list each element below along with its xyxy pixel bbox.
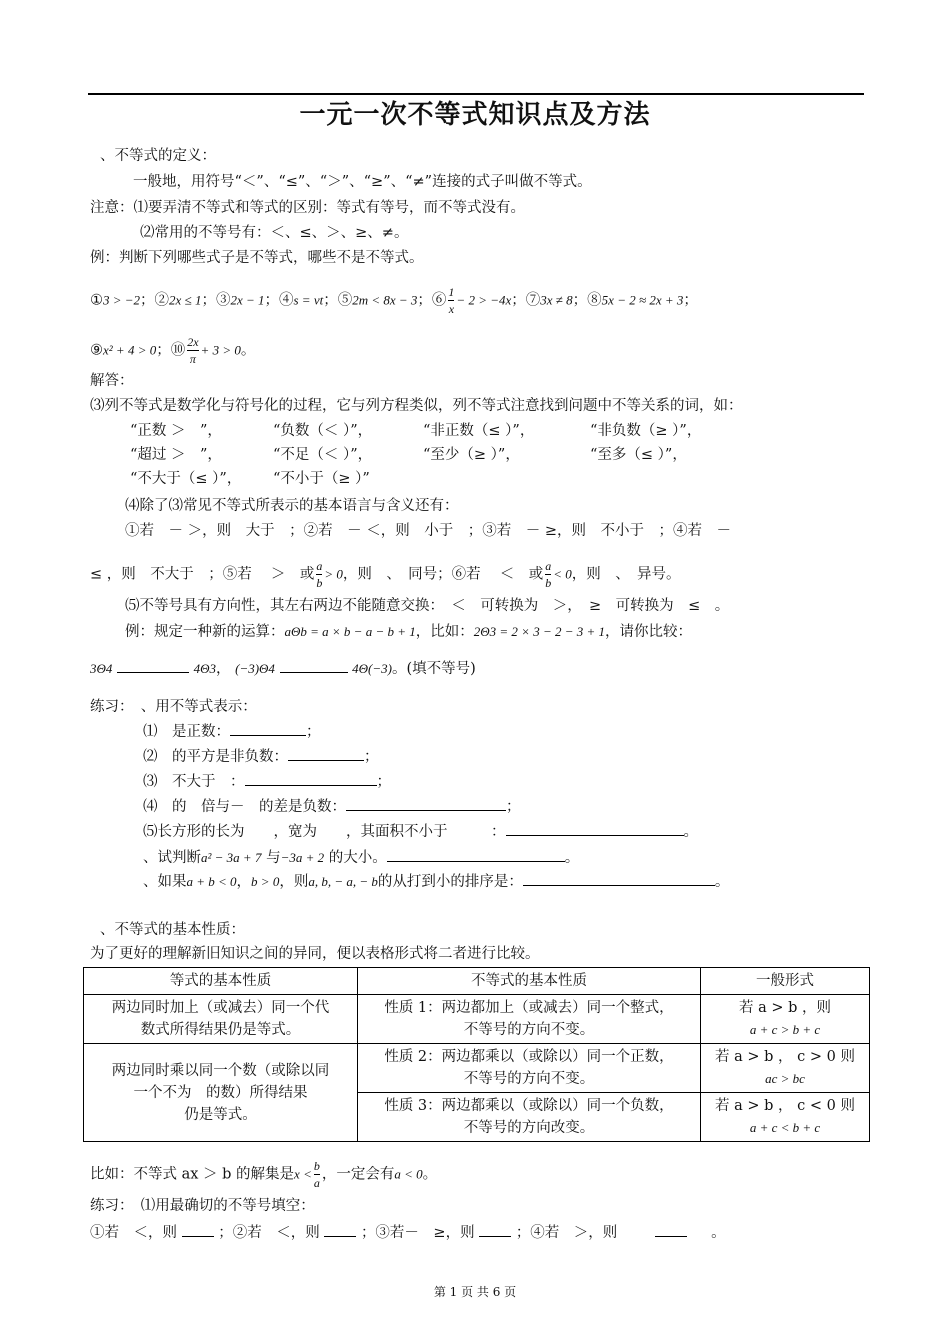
item-end: ； bbox=[683, 292, 698, 309]
text: ，则 bbox=[279, 874, 309, 890]
fill-blank[interactable] bbox=[387, 847, 565, 862]
example-1-prompt: 例：判断下列哪些式子是不等式，哪些不是不等式。 bbox=[90, 250, 424, 266]
denominator: a bbox=[313, 1176, 320, 1190]
item-end: 。 bbox=[240, 342, 256, 359]
table-row bbox=[84, 1044, 870, 1093]
practice-item: ⑵ 的平方是非负数： ； bbox=[143, 746, 379, 767]
cell-formula: a + c > b + c bbox=[749, 1022, 821, 1037]
fill-blank[interactable] bbox=[230, 721, 306, 736]
numerator: 1 bbox=[448, 285, 455, 299]
point-4: ⑷除了⑶常见不等式所表示的基本语言与含义还有： bbox=[125, 498, 459, 514]
formula: a < 0 bbox=[394, 1166, 423, 1182]
formula: 2x ≤ 1 bbox=[169, 292, 202, 308]
table-header-row bbox=[84, 968, 870, 995]
fill-blank[interactable] bbox=[506, 821, 684, 836]
numerator: a bbox=[316, 559, 323, 573]
keyword: “不小于（≥ ）” bbox=[273, 471, 370, 487]
item-label: ⑨ bbox=[90, 342, 103, 359]
practice-4-line bbox=[90, 1222, 726, 1243]
practice-item: ⑶ 不大于 ： ； bbox=[143, 771, 391, 792]
formula: b > 0 bbox=[251, 874, 280, 889]
compare-line: 3Θ4 4Θ3， (−3)Θ4 4Θ(−3)。(填不等号) bbox=[90, 658, 476, 679]
text: ，则 、 异号。 bbox=[571, 566, 681, 583]
denominator: π bbox=[189, 352, 196, 366]
formula: a, b, − a, − b bbox=[308, 874, 378, 889]
item-label: ；④ bbox=[264, 292, 294, 309]
fill-blank[interactable] bbox=[245, 771, 377, 786]
formula: + 3 > 0 bbox=[200, 342, 241, 358]
fraction bbox=[316, 558, 322, 591]
practice-3: 、如果a + b < 0，b > 0，则a, b, − a, − b的从打到小的排序是： 。 bbox=[143, 871, 729, 892]
cell-line: 两边同时乘以同一个数（或除以同 bbox=[111, 1062, 330, 1079]
text: ；③若－ ≥，则 bbox=[360, 1225, 475, 1241]
cell-line: 若 a > b ， c < 0 则 bbox=[715, 1098, 855, 1114]
cell-line: 两边同时加上（或减去）同一个代 bbox=[111, 1000, 330, 1016]
table-cell bbox=[701, 1044, 870, 1093]
text: 与 bbox=[266, 850, 281, 866]
page-footer: 第 1 页 共 6 页 bbox=[433, 1285, 517, 1299]
text: 、试判断 bbox=[143, 850, 201, 866]
text: ⑷ 的 倍与－ 的差是负数： bbox=[143, 799, 346, 815]
properties-table bbox=[83, 967, 870, 1142]
denominator: b bbox=[545, 576, 552, 590]
numerator: b bbox=[313, 1159, 320, 1173]
item-label: ；③ bbox=[201, 292, 231, 309]
formula: < 0 bbox=[553, 566, 572, 582]
fill-blank[interactable] bbox=[280, 658, 348, 673]
formula: x² + 4 > 0 bbox=[103, 342, 157, 358]
cell-formula: a + c < b + c bbox=[749, 1120, 821, 1135]
keyword: “至少（≥ ）”， bbox=[423, 447, 520, 463]
keyword: “非负数（≥ ）”， bbox=[590, 423, 702, 439]
hint: 。(填不等号) bbox=[391, 661, 476, 677]
practice-item: ⑸长方形的长为 ，宽为 ，其面积不小于 ： 。 bbox=[143, 821, 698, 842]
text: ≤ ，则 不大于 ；⑤若 ＞ 或 bbox=[90, 566, 315, 583]
solution-set-example bbox=[90, 1158, 437, 1191]
example-items-line-2 bbox=[90, 334, 255, 367]
text: ；②若 ＜，则 bbox=[218, 1225, 320, 1241]
fill-blank[interactable] bbox=[117, 658, 189, 673]
keyword: “非正数（≤ ）”， bbox=[423, 423, 535, 439]
text: ⑸长方形的长为 ，宽为 ，其面积不小于 ： bbox=[143, 824, 506, 840]
text: ①若 ＜，则 bbox=[90, 1225, 177, 1241]
cell-line: 若 a > b ， c > 0 则 bbox=[715, 1049, 855, 1065]
point-4-line-1: ①若 － ＞，则 大于 ；②若 － ＜，则 小于 ；③若 － ≥，则 不小于 ；④若 － bbox=[125, 523, 731, 539]
item-label: ；⑥ bbox=[417, 292, 447, 309]
table-cell bbox=[358, 1093, 701, 1142]
item-label: ；② bbox=[140, 292, 170, 309]
formula: 4Θ(−3) bbox=[352, 661, 392, 676]
text: ， bbox=[236, 874, 252, 890]
item-label: ；⑤ bbox=[323, 292, 353, 309]
practice-2: 、试判断a² − 3a + 7 与−3a + 2 的大小。 。 bbox=[143, 847, 579, 868]
table-cell bbox=[701, 1093, 870, 1142]
item-label: ；⑧ bbox=[572, 292, 602, 309]
fraction bbox=[187, 334, 198, 367]
example-2 bbox=[125, 622, 692, 642]
keyword: “不大于（≤ ）”， bbox=[130, 471, 242, 487]
formula: x < bbox=[294, 1166, 312, 1182]
table-cell bbox=[84, 995, 358, 1044]
text: ，请你比较： bbox=[605, 624, 693, 640]
practice-item: ⑴ 是正数： ； bbox=[143, 721, 321, 742]
section-1-heading: 、不等式的定义： bbox=[100, 148, 216, 164]
text: 比如：不等式 ax ＞ b 的解集是 bbox=[90, 1166, 295, 1183]
cell-line: 性质 3：两边都乘以（或除以）同一个负数， bbox=[384, 1098, 674, 1114]
fill-blank[interactable] bbox=[182, 1222, 214, 1237]
formula: s = vt bbox=[293, 292, 324, 308]
keyword: “负数（＜ ）”， bbox=[273, 423, 373, 439]
keyword: “至多（≤ ）”， bbox=[590, 447, 687, 463]
cell-line: 性质 2：两边都乘以（或除以）同一个正数， bbox=[384, 1049, 674, 1065]
table-intro: 为了更好的理解新旧知识之间的异同，便以表格形式将二者进行比较。 bbox=[90, 946, 540, 962]
practice-label: 练习： 、用不等式表示： bbox=[90, 699, 257, 715]
formula: > 0 bbox=[324, 566, 343, 582]
formula: a² − 3a + 7 bbox=[201, 850, 262, 865]
answer-label: 解答： bbox=[90, 373, 134, 389]
fill-blank[interactable] bbox=[324, 1222, 356, 1237]
formula: (−3)Θ4 bbox=[235, 661, 275, 676]
formula: 2m < 8x − 3 bbox=[352, 292, 418, 308]
table-cell bbox=[701, 995, 870, 1044]
page-title: 一元一次不等式知识点及方法 bbox=[299, 100, 651, 130]
formula: − 2 > −4x bbox=[456, 292, 512, 308]
numerator: 2x bbox=[187, 335, 199, 349]
fraction bbox=[314, 1158, 320, 1191]
fill-blank[interactable] bbox=[479, 1222, 511, 1237]
fill-blank[interactable] bbox=[288, 746, 364, 761]
keyword: “不足（＜ ）”， bbox=[273, 447, 373, 463]
numerator: a bbox=[545, 559, 552, 573]
cell-line: 仍是等式。 bbox=[184, 1106, 257, 1123]
text: 。 bbox=[711, 1225, 726, 1241]
text: ，一定会有 bbox=[321, 1166, 395, 1183]
cell-line: 若 a > b ，则 bbox=[738, 1000, 831, 1016]
cell-line: 不等号的方向不变。 bbox=[463, 1022, 595, 1038]
denominator: b bbox=[316, 576, 323, 590]
formula: 3x ≠ 8 bbox=[540, 292, 573, 308]
formula: aΘb = a × b − a − b + 1 bbox=[284, 624, 416, 639]
practice-4-label: 练习： ⑴用最确切的不等号填空： bbox=[90, 1198, 315, 1214]
table-header: 一般形式 bbox=[701, 968, 870, 995]
keyword-row-1 bbox=[130, 421, 701, 441]
point-5: ⑸不等号具有方向性，其左右两边不能随意交换： ＜ 可转换为 ＞， ≥ 可转换为 ≤ 。 bbox=[125, 598, 730, 614]
cell-line: 不等号的方向不变。 bbox=[463, 1071, 595, 1087]
keyword: “正数 ＞ ”， bbox=[130, 423, 222, 439]
formula: 3Θ4 bbox=[90, 661, 113, 676]
text: ⑵ 的平方是非负数： bbox=[143, 749, 288, 765]
keyword-row-3 bbox=[130, 469, 370, 489]
item-label: ① bbox=[90, 292, 103, 309]
formula: 2Θ3 = 2 × 3 − 2 − 3 + 1 bbox=[473, 624, 606, 639]
formula: 4Θ3 bbox=[193, 661, 216, 676]
fraction bbox=[545, 558, 551, 591]
keyword-row-2 bbox=[130, 445, 687, 465]
text: ，则 、 同号；⑥若 ＜ 或 bbox=[342, 566, 544, 583]
note-2: ⑵常用的不等号有：＜、≤、＞、≥、≠。 bbox=[140, 225, 409, 241]
definition-text: 一般地，用符号“＜”、“≤”、“＞”、“≥”、“≠”连接的式子叫做不等式。 bbox=[133, 174, 592, 190]
text: ；④若 ＞，则 bbox=[515, 1225, 618, 1241]
table-cell bbox=[358, 995, 701, 1044]
cell-line: 一个不为 的数）所得结果 bbox=[133, 1084, 308, 1101]
section-3-heading: 、不等式的基本性质： bbox=[100, 922, 245, 938]
cell-line: 数式所得结果仍是等式。 bbox=[140, 1022, 301, 1038]
formula: 5x − 2 ≈ 2x + 3 bbox=[601, 292, 684, 308]
table-cell bbox=[84, 1044, 358, 1142]
item-label: ；⑩ bbox=[156, 342, 186, 359]
table-cell bbox=[358, 1044, 701, 1093]
item-label: ；⑦ bbox=[511, 292, 541, 309]
fill-blank[interactable] bbox=[655, 1222, 687, 1237]
text: ⑴ 是正数： bbox=[143, 724, 230, 740]
table-header: 不等式的基本性质 bbox=[358, 968, 701, 995]
text: ⑶ 不大于 ： bbox=[143, 774, 245, 790]
cell-formula: ac > bc bbox=[765, 1071, 805, 1086]
text: 。 bbox=[422, 1166, 438, 1183]
point-4-line-2 bbox=[90, 558, 681, 591]
formula: a + b < 0 bbox=[186, 874, 237, 889]
cell-line: 不等号的方向改变。 bbox=[463, 1120, 595, 1136]
point-3: ⑶列不等式是数学化与符号化的过程，它与列方程类似，列不等式注意找到问题中不等关系的词，如： bbox=[90, 398, 743, 414]
table-header: 等式的基本性质 bbox=[84, 968, 358, 995]
text: 、如果 bbox=[143, 874, 187, 890]
practice-item: ⑷ 的 倍与－ 的差是负数： ； bbox=[143, 796, 521, 817]
formula: −3a + 2 bbox=[280, 850, 325, 865]
keyword: “超过 ＞ ”， bbox=[130, 447, 222, 463]
text: 例：规定一种新的运算： bbox=[125, 624, 285, 640]
formula: 2x − 1 bbox=[230, 292, 265, 308]
text: 的大小。 bbox=[328, 850, 387, 866]
cell-line: 性质 1：两边都加上（或减去）同一个整式， bbox=[384, 1000, 674, 1016]
formula: 3 > −2 bbox=[103, 292, 141, 308]
fill-blank[interactable] bbox=[346, 796, 506, 811]
fill-blank[interactable] bbox=[523, 871, 715, 886]
text: 的从打到小的排序是： bbox=[377, 874, 523, 890]
fraction bbox=[448, 284, 454, 317]
example-items-line-1 bbox=[90, 284, 698, 317]
text: ，比如： bbox=[415, 624, 474, 640]
denominator: x bbox=[448, 302, 455, 316]
note-1: 注意：⑴要弄清不等式和等式的区别：等式有等号，而不等式没有。 bbox=[90, 200, 525, 216]
table-row bbox=[84, 995, 870, 1044]
